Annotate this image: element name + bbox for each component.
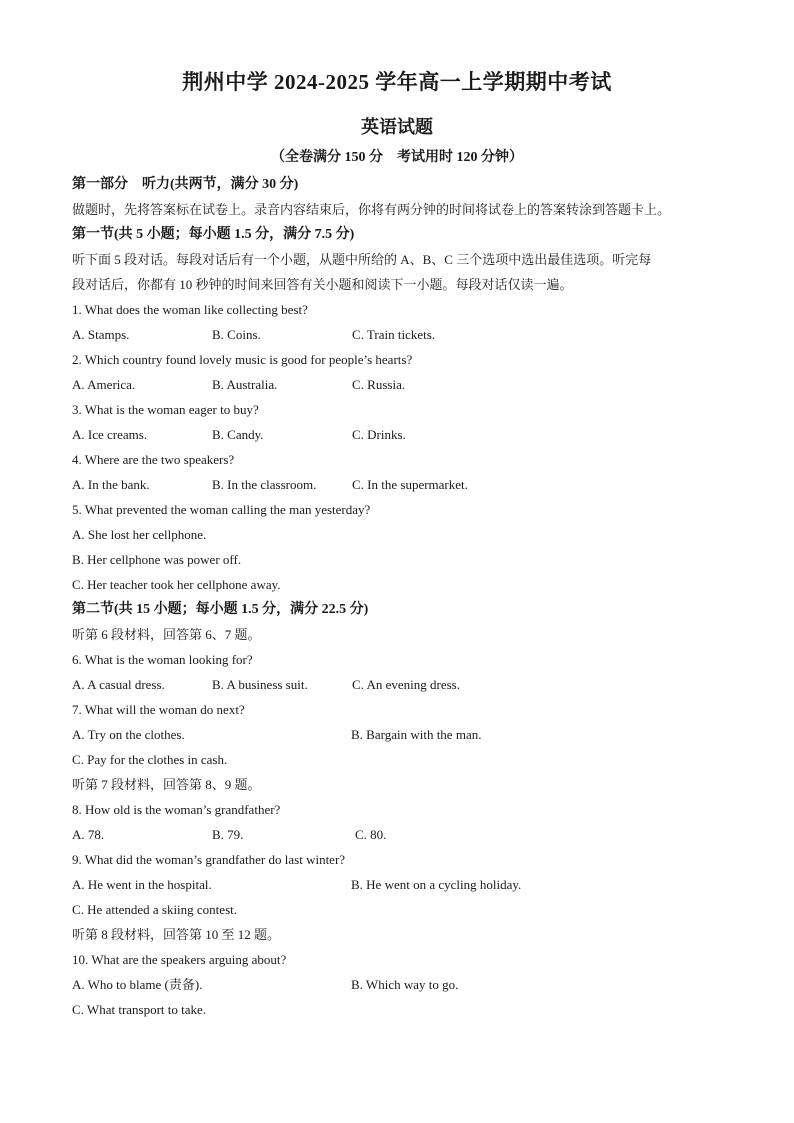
section1-instruction-2: 段对话后，你都有 10 秒钟的时间来回答有关小题和阅读下一小题。每段对话仅读一遍。 bbox=[72, 277, 573, 292]
question-2: 2. Which country found lovely music is good for people’s hearts? bbox=[72, 352, 413, 367]
question-7: 7. What will the woman do next? bbox=[72, 702, 245, 717]
question-10: 10. What are the speakers arguing about? bbox=[72, 952, 287, 967]
options-2 bbox=[72, 372, 722, 397]
option-1b[interactable]: B. Coins. bbox=[212, 327, 261, 342]
option-5c[interactable]: C. Her teacher took her cellphone away. bbox=[72, 577, 281, 592]
option-8a[interactable]: A. 78. bbox=[72, 827, 105, 842]
options-6 bbox=[72, 672, 722, 697]
material-7: 听第 7 段材料，回答第 8、9 题。 bbox=[72, 777, 261, 792]
option-7b[interactable]: B. Bargain with the man. bbox=[351, 727, 482, 742]
question-5: 5. What prevented the woman calling the man yesterday? bbox=[72, 502, 371, 517]
option-10c[interactable]: C. What transport to take. bbox=[72, 1002, 207, 1017]
option-8c[interactable]: C. 80. bbox=[355, 827, 387, 842]
option-4a[interactable]: A. In the bank. bbox=[72, 477, 150, 492]
option-9b[interactable]: B. He went on a cycling holiday. bbox=[351, 877, 522, 892]
option-2b[interactable]: B. Australia. bbox=[212, 377, 278, 392]
option-8b[interactable]: B. 79. bbox=[212, 827, 244, 842]
question-1: 1. What does the woman like collecting best? bbox=[72, 302, 308, 317]
option-5b[interactable]: B. Her cellphone was power off. bbox=[72, 552, 242, 567]
section1-instruction-1: 听下面 5 段对话。每段对话后有一个小题，从题中所给的 A、B、C 三个选项中选出最佳选项。听完每 bbox=[72, 252, 652, 267]
option-4b[interactable]: B. In the classroom. bbox=[212, 477, 317, 492]
exam-title: 荆州中学 2024-2025 学年高一上学期期中考试 bbox=[182, 70, 612, 94]
question-9: 9. What did the woman’s grandfather do last winter? bbox=[72, 852, 346, 867]
options-4 bbox=[72, 472, 722, 497]
option-7a[interactable]: A. Try on the clothes. bbox=[72, 727, 185, 742]
options-3 bbox=[72, 422, 722, 447]
question-3: 3. What is the woman eager to buy? bbox=[72, 402, 259, 417]
part1-instruction: 做题时，先将答案标在试卷上。录音内容结束后，你将有两分钟的时间将试卷上的答案转涂到答题卡上。 bbox=[72, 202, 671, 217]
option-6b[interactable]: B. A business suit. bbox=[212, 677, 308, 692]
option-7c[interactable]: C. Pay for the clothes in cash. bbox=[72, 752, 228, 767]
option-1c[interactable]: C. Train tickets. bbox=[352, 327, 436, 342]
part1-heading: 第一部分 听力(共两节，满分 30 分) bbox=[72, 177, 299, 192]
material-8: 听第 8 段材料，回答第 10 至 12 题。 bbox=[72, 927, 281, 942]
options-7 bbox=[72, 722, 722, 747]
question-4: 4. Where are the two speakers? bbox=[72, 452, 235, 467]
option-9a[interactable]: A. He went in the hospital. bbox=[72, 877, 212, 892]
option-10b[interactable]: B. Which way to go. bbox=[351, 977, 459, 992]
section2-heading: 第二节(共 15 小题；每小题 1.5 分，满分 22.5 分) bbox=[72, 602, 369, 617]
section1-heading: 第一节(共 5 小题；每小题 1.5 分，满分 7.5 分) bbox=[72, 227, 355, 242]
option-3c[interactable]: C. Drinks. bbox=[352, 427, 406, 442]
options-1 bbox=[72, 322, 722, 347]
option-6c[interactable]: C. An evening dress. bbox=[352, 677, 460, 692]
option-2a[interactable]: A. America. bbox=[72, 377, 136, 392]
material-6: 听第 6 段材料，回答第 6、7 题。 bbox=[72, 627, 261, 642]
options-9 bbox=[72, 872, 722, 897]
option-4c[interactable]: C. In the supermarket. bbox=[352, 477, 468, 492]
option-3b[interactable]: B. Candy. bbox=[212, 427, 264, 442]
options-10 bbox=[72, 972, 722, 997]
options-8 bbox=[72, 822, 722, 847]
option-2c[interactable]: C. Russia. bbox=[352, 377, 406, 392]
question-6: 6. What is the woman looking for? bbox=[72, 652, 253, 667]
exam-note: （全卷满分 150 分 考试用时 120 分钟） bbox=[271, 150, 523, 165]
option-1a[interactable]: A. Stamps. bbox=[72, 327, 130, 342]
option-3a[interactable]: A. Ice creams. bbox=[72, 427, 148, 442]
option-5a[interactable]: A. She lost her cellphone. bbox=[72, 527, 207, 542]
option-6a[interactable]: A. A casual dress. bbox=[72, 677, 165, 692]
option-10a[interactable]: A. Who to blame (责备). bbox=[72, 977, 203, 992]
exam-content bbox=[72, 172, 722, 1022]
exam-subtitle: 英语试题 bbox=[361, 117, 433, 137]
option-9c[interactable]: C. He attended a skiing contest. bbox=[72, 902, 237, 917]
question-8: 8. How old is the woman’s grandfather? bbox=[72, 802, 281, 817]
